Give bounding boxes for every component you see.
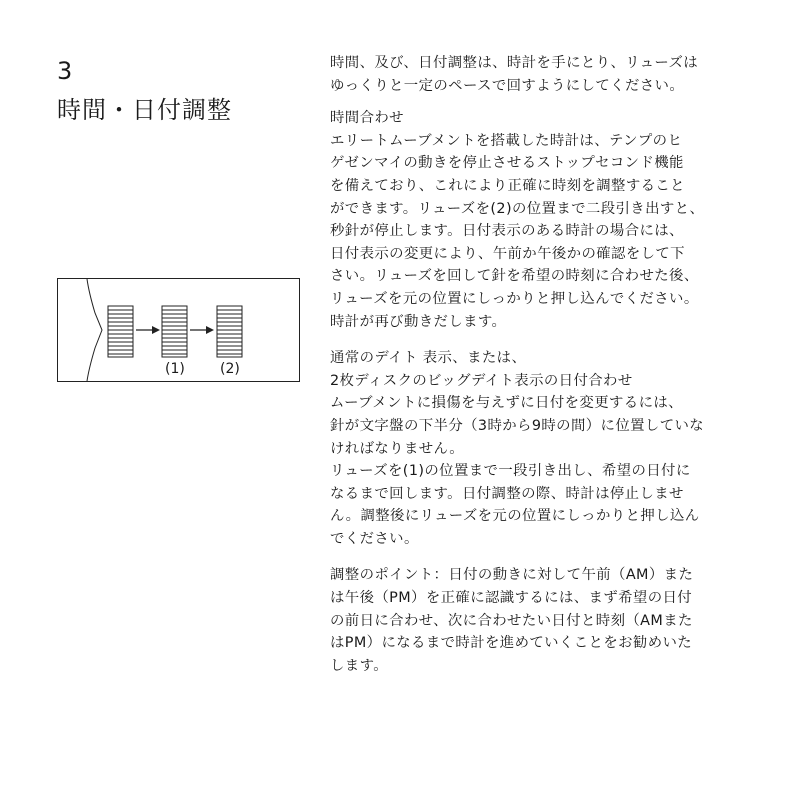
date-setting-line: リューズを(1)の位置まで一段引き出し、希望の日付に <box>330 463 691 480</box>
time-setting-line: 時計が再び動きだします。 <box>330 313 507 330</box>
adjustment-tip-line: は午後（PM）を正確に認識するには、まず希望の日付 <box>330 590 693 607</box>
adjustment-tip-line: の前日に合わせ、次に合わせたい日付と時刻（AMまた <box>330 612 693 629</box>
time-setting-line: ができます。リューズを(2)の位置まで二段引き出すと、 <box>330 200 705 217</box>
time-setting-heading: 時間合わせ <box>330 110 404 127</box>
crown-position-0 <box>108 306 133 357</box>
time-setting-line: を備えており、これにより正確に時刻を調整すること <box>330 177 685 194</box>
adjustment-tip-line: 調整のポイント：日付の動きに対して午前（AM）また <box>330 567 694 584</box>
date-setting-line: ければなりません。 <box>330 440 464 457</box>
instructions-body <box>330 52 740 677</box>
date-setting-heading: 通常のデイト 表示、または、 <box>330 350 527 367</box>
crown-position-1 <box>162 306 187 357</box>
crown-position-2 <box>217 306 242 357</box>
intro-line: 時間、及び、日付調整は、時計を手にとり、リューズは <box>330 55 699 71</box>
time-setting-line: リューズを元の位置にしっかりと押し込んでください。 <box>330 290 699 307</box>
time-setting-line: さい。リューズを回して針を希望の時刻に合わせた後、 <box>330 268 699 285</box>
date-setting-line: でください。 <box>330 530 419 547</box>
page-title: 時間・日付調整 <box>57 96 232 124</box>
date-setting-line: ムーブメントに損傷を与えずに日付を変更するには、 <box>330 395 683 412</box>
time-setting-line: 日付表示の変更により、午前か午後かの確認をして下 <box>330 245 685 262</box>
adjustment-tip-line: します。 <box>330 657 389 674</box>
time-setting-line: ゲゼンマイの動きを停止させるストップセコンド機能 <box>330 155 684 172</box>
date-setting-line: なるまで回します。日付調整の際、時計は停止しませ <box>330 485 684 502</box>
crown-diagram-illustration <box>57 278 300 382</box>
position-label-1: (1) <box>165 361 185 377</box>
time-setting-line: エリートムーブメントを搭載した時計は、テンプのヒ <box>330 132 683 149</box>
date-setting-line: 針が文字盤の下半分（3時から9時の間）に位置していな <box>330 417 705 434</box>
crown-position-diagram <box>57 278 300 382</box>
adjustment-tip-line: はPM）になるまで時計を進めていくことをお勧めいた <box>330 635 693 652</box>
time-setting-line: 秒針が停止します。日付表示のある時計の場合には、 <box>330 223 684 240</box>
intro-line: ゆっくりと一定のペースで回すようにしてください。 <box>330 77 685 94</box>
date-setting-heading: 2枚ディスクのビッグデイト表示の日付合わせ <box>330 372 633 389</box>
section-number: 3 <box>57 57 73 85</box>
position-label-2: (2) <box>220 361 240 377</box>
date-setting-line: ん。調整後にリューズを元の位置にしっかりと押し込ん <box>330 508 700 525</box>
